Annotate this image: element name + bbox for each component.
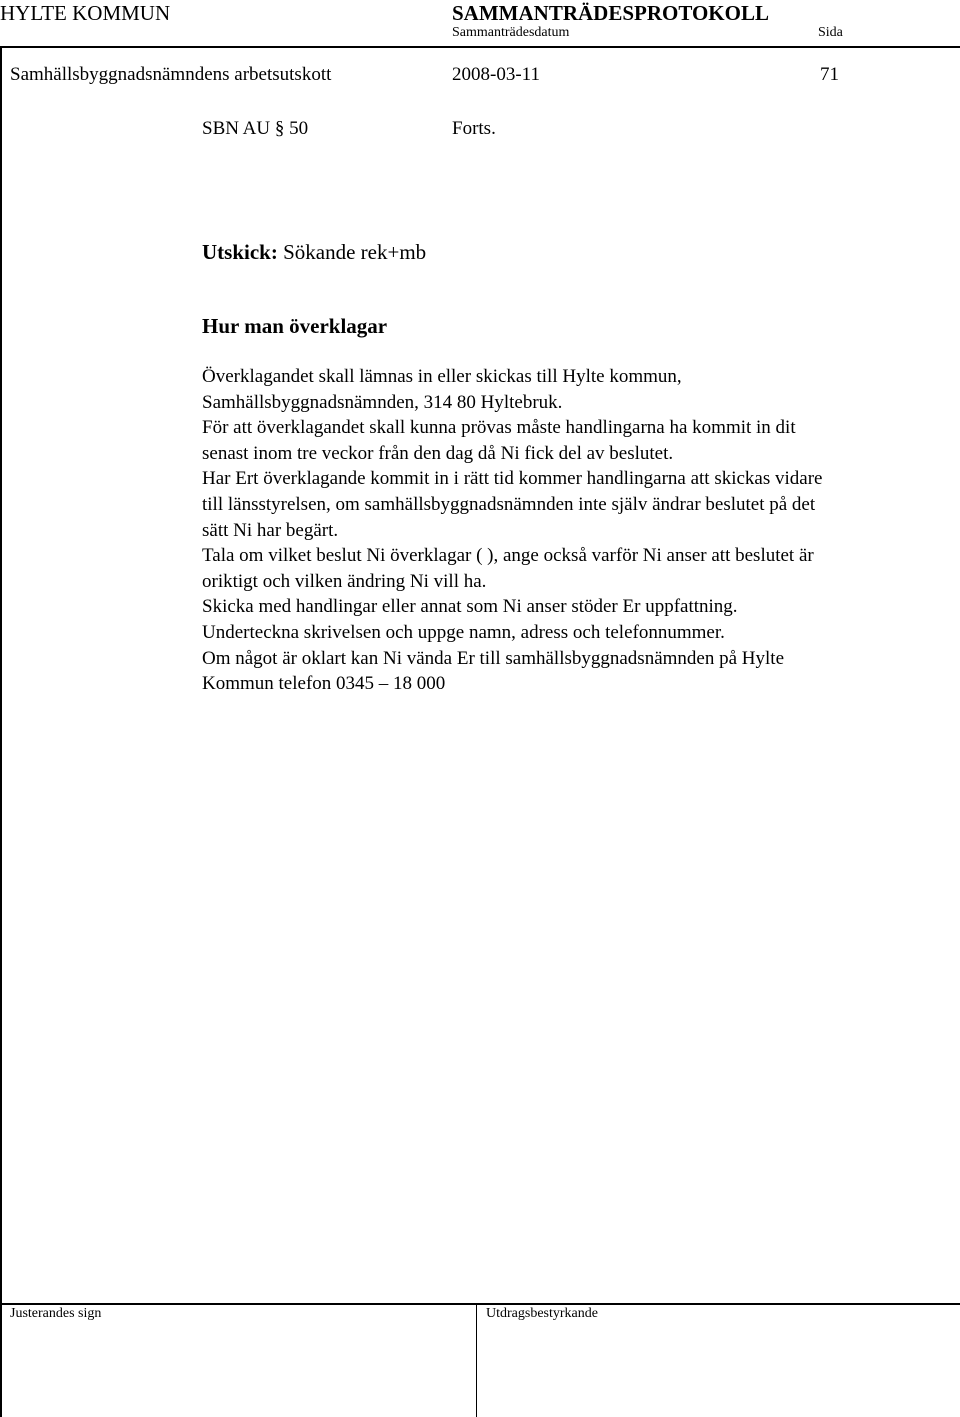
adjuster-sign-label: Justerandes sign: [10, 1306, 102, 1321]
appeal-heading: Hur man överklagar: [202, 314, 388, 338]
appeal-line: Underteckna skrivelsen och uppge namn, adress och telefonnummer.: [202, 621, 725, 643]
page-label: Sida: [818, 25, 843, 40]
paragraph-reference: [202, 118, 308, 140]
header-divider: [0, 46, 960, 48]
continued-label: Forts.: [452, 118, 496, 139]
appeal-line: För att överklagandet skall kunna prövas måste handlingarna ha kommit in dit: [202, 417, 796, 439]
paragraph-number: 50: [289, 118, 309, 139]
distribution-label: Utskick:: [202, 240, 278, 264]
appeal-line: till länsstyrelsen, om samhällsbyggnadsnämnden inte själv ändrar beslutet på det: [202, 493, 816, 515]
page-number: 71: [820, 64, 839, 85]
appeal-line: Överklagandet skall lämnas in eller skickas till Hylte kommun,: [202, 366, 682, 387]
appeal-line: Skicka med handlingar eller annat som Ni anser stöder Er uppfattning.: [202, 596, 738, 618]
appeal-line: Har Ert överklagande kommit in i rätt tid kommer handlingarna att skickas vidare: [202, 468, 823, 490]
appeal-line: sätt Ni har begärt.: [202, 519, 339, 541]
date-label: Sammanträdesdatum: [452, 25, 570, 40]
appeal-line: Om något är oklart kan Ni vända Er till samhällsbyggnadsnämnden på Hylte: [202, 647, 784, 669]
committee-name: Samhällsbyggnadsnämndens arbetsutskott: [10, 64, 332, 85]
appeal-line: oriktigt och vilken ändring Ni vill ha.: [202, 570, 487, 592]
appeal-line: senast inom tre veckor från den dag då Ni fick del av beslutet.: [202, 442, 674, 464]
municipality-name: HYLTE KOMMUN: [0, 1, 171, 25]
footer-divider: [0, 1303, 960, 1305]
left-border: [0, 46, 2, 1417]
paragraph-prefix: SBN AU: [202, 118, 271, 139]
extract-cert-label: Utdragsbestyrkande: [486, 1306, 598, 1321]
paragraph-sign: §: [274, 118, 285, 139]
document-type: SAMMANTRÄDESPROTOKOLL: [452, 1, 769, 25]
meeting-date: 2008-03-11: [452, 64, 540, 85]
appeal-body: [202, 364, 822, 697]
distribution-value: Sökande rek+mb: [277, 240, 427, 264]
appeal-line: Tala om vilket beslut Ni överklagar ( ), ange också varför Ni anser att beslutet är: [202, 545, 814, 567]
appeal-line: Samhällsbyggnadsnämnden, 314 80 Hyltebruk.: [202, 391, 563, 413]
distribution-line: [202, 240, 426, 265]
footer-column-divider: [476, 1303, 477, 1417]
appeal-line: Kommun telefon 0345 – 18 000: [202, 673, 446, 695]
